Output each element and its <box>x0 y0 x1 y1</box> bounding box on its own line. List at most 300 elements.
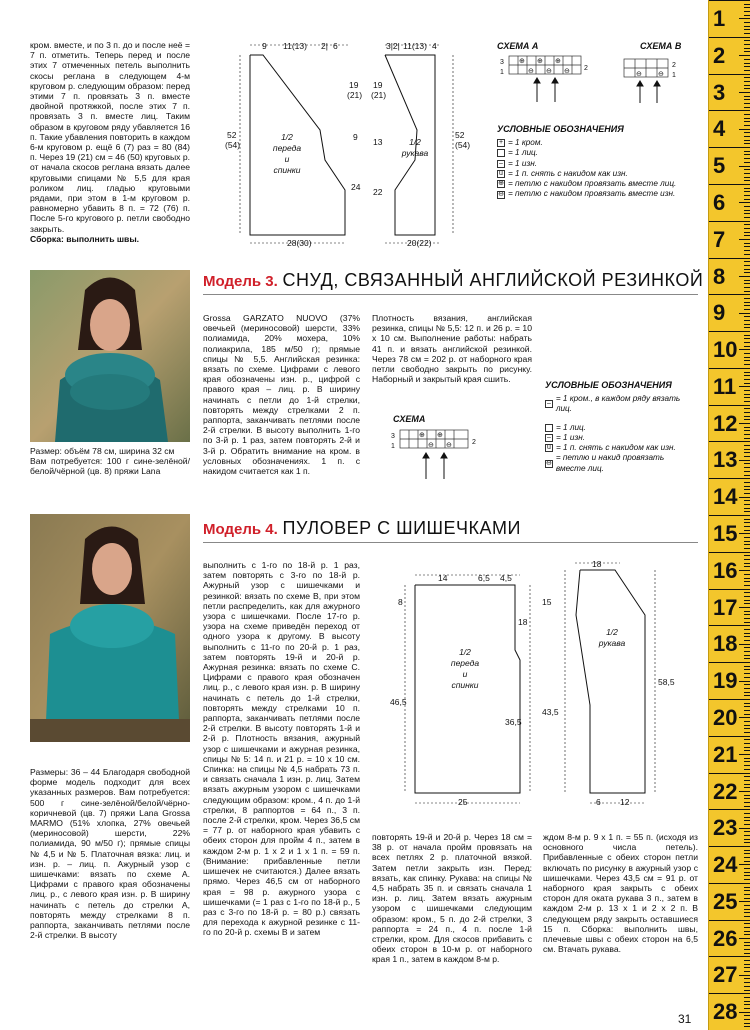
ruler-tick <box>744 324 750 325</box>
ruler-number: 5 <box>713 153 726 179</box>
ruler-tick <box>744 923 750 924</box>
knit-stitch-icon <box>545 424 553 432</box>
ruler-tick <box>744 611 750 612</box>
ruler-number: 12 <box>713 410 738 436</box>
model3-heading <box>203 270 703 292</box>
svg-text:и: и <box>284 154 290 164</box>
ruler-mark-8 <box>709 258 750 295</box>
ruler-tick <box>744 40 750 41</box>
ruler-tick <box>709 74 750 75</box>
ruler-tick <box>744 280 750 281</box>
ruler-number: 19 <box>713 668 738 694</box>
ruler-tick <box>744 688 750 689</box>
ruler-tick <box>744 70 750 71</box>
ruler-tick <box>744 953 750 954</box>
ruler-number: 24 <box>713 852 738 878</box>
ruler-tick <box>739 386 750 387</box>
ruler-tick <box>709 809 750 810</box>
svg-text:6,5: 6,5 <box>478 573 490 583</box>
knit-together-icon: ⊖ <box>546 459 552 467</box>
ruler-tick <box>739 497 750 498</box>
schema-b-row-1: 1 <box>672 72 676 79</box>
ruler-tick <box>709 699 750 700</box>
purl-together-icon: ⊖ <box>498 190 504 198</box>
svg-text:спинки: спинки <box>273 165 301 175</box>
schema-b-grid <box>622 55 692 107</box>
ruler-tick <box>744 77 750 78</box>
ruler-tick <box>744 945 750 946</box>
svg-text:36,5: 36,5 <box>505 717 522 727</box>
ruler-tick <box>709 993 750 994</box>
ruler-tick <box>744 960 750 961</box>
ruler-tick <box>744 213 750 214</box>
legend-top-title: УСЛОВНЫЕ ОБОЗНАЧЕНИЯ <box>497 124 624 134</box>
schema-a-grid <box>497 52 597 107</box>
svg-text:11(13): 11(13) <box>283 41 307 51</box>
ruler-mark-16 <box>709 552 750 589</box>
svg-text:24: 24 <box>351 182 361 192</box>
svg-text:1/2: 1/2 <box>281 132 293 142</box>
svg-text:переда: переда <box>272 143 302 153</box>
svg-text:(54): (54) <box>225 140 241 150</box>
purl-stitch-icon: – <box>545 434 553 442</box>
model4-title: ПУЛОВЕР С ШИШЕЧКАМИ <box>282 518 521 538</box>
ruler-tick <box>744 463 750 464</box>
ruler-tick <box>744 658 750 659</box>
ruler-tick <box>744 206 750 207</box>
ruler-tick <box>744 1023 750 1024</box>
ruler-mark-5 <box>709 147 750 184</box>
ruler-tick <box>744 574 750 575</box>
legend-item: ⊖ = петлю и накид провязать вместе лиц. <box>546 453 665 473</box>
legend-item: = 1 лиц. <box>545 423 695 433</box>
model4-mid-col: выполнить с 1-го по 18-й р. 1 раз, затем повторять с 3-го по 18-й р. Ажурный узор с шишечками и резинкой: вязать по схеме В, при этом петли распределить, как для ажурного узора с шишечками. После 17-го р. узора на схеме приведён переход от одного узора к другому. В высоту выполнить с 11-го по 20-й р. 1 раз, затем повторять 19-й и 20-й р. Ажурная резинка: вязать по схеме С. Цифрами с правого края обозначен лиц. р., с левого края изн. р. В ширину начинать с петель до 1-й стрелки, повторять между стрелками 10 п. раппорта, заканчивать петлями после 2-й стрелки. В высоту повторять 1-й и 2-й р. Плотность вязания, ажурный узор с шишечками и ажурная резинка, спицы № 5: 14 п. и 21 р. = 10 х 10 см. Спинка: на спицы № 4,5 набрать 73 п. и связать сначала 1 изн. р. лиц. Затем вязать ажурным узором с шишечками следующим образом: кром., 4 п. до 1-й стрелки, 8 раппортов = 64 п., 3 п. после 2-й стрелки, кром. Через 36,5 см = 77 р. от наборного края убавить с обеих сторон для пройм 4 п., затем в каждом 2-м р. 1 х 2 и 1 х 1 п. = 59 п. (Внимание: прибавленные петли шишечек не считаются.) Далее вязать прямо. Через 46,5 см от наборного края = 98 р. ажурного узора с шишечками (= 1 раз с 1-го по 18-й р., 5 раз с 3-го по 18-й р. = 80 р.) связать для перехода к ажурной резинке с 11-го по 20-й р. схемы В и затем <box>203 560 360 938</box>
ruler-tick <box>744 530 750 531</box>
ruler-tick <box>744 526 750 527</box>
svg-text:28(30): 28(30) <box>287 238 312 248</box>
ruler-mark-10 <box>709 331 750 368</box>
ruler-tick <box>744 692 750 693</box>
ruler-tick <box>744 795 750 796</box>
ruler-tick <box>744 879 750 880</box>
ruler-tick <box>744 942 750 943</box>
ruler-number: 7 <box>713 226 726 252</box>
ruler-tick <box>739 791 750 792</box>
ruler-tick <box>744 486 750 487</box>
ruler-tick <box>744 669 750 670</box>
ruler-tick <box>739 18 750 19</box>
svg-text:52: 52 <box>455 130 465 140</box>
ruler-tick <box>744 934 750 935</box>
ruler-tick <box>744 449 750 450</box>
ruler-tick <box>744 302 750 303</box>
ruler-mark-2 <box>709 37 750 74</box>
ruler-tick <box>744 173 750 174</box>
ruler-tick <box>744 254 750 255</box>
ruler-tick <box>744 585 750 586</box>
ruler-mark-22 <box>709 773 750 810</box>
svg-text:9: 9 <box>353 132 358 142</box>
ruler-mark-18 <box>709 625 750 662</box>
ruler-tick <box>744 452 750 453</box>
ruler-mark-3 <box>709 74 750 111</box>
ruler-tick <box>744 758 750 759</box>
schema-a-row-1: 1 <box>500 69 504 76</box>
model3-schema-row-1: 1 <box>391 443 395 450</box>
ruler-tick <box>744 894 750 895</box>
ruler-tick <box>744 780 750 781</box>
schema-a-row-3: 3 <box>500 59 504 66</box>
pattern-diagram-top <box>225 40 495 250</box>
svg-text:⊖: ⊖ <box>636 71 642 78</box>
ruler-tick <box>739 202 750 203</box>
ruler-tick <box>709 515 750 516</box>
svg-text:рукава: рукава <box>401 148 429 158</box>
ruler-tick <box>744 511 750 512</box>
ruler-mark-13 <box>709 441 750 478</box>
ruler-tick <box>744 121 750 122</box>
ruler-number: 16 <box>713 557 738 583</box>
ruler-tick <box>744 394 750 395</box>
legend-top <box>497 138 676 200</box>
ruler-tick <box>744 519 750 520</box>
ruler-number: 9 <box>713 300 726 326</box>
ruler-tick <box>744 250 750 251</box>
model3-schema-row-2: 2 <box>472 439 476 446</box>
ruler-tick <box>739 717 750 718</box>
ruler-tick <box>744 798 750 799</box>
ruler-tick <box>739 313 750 314</box>
svg-text:⊖: ⊖ <box>546 68 552 75</box>
svg-text:спинки: спинки <box>451 680 479 690</box>
ruler-tick <box>744 456 750 457</box>
ruler-tick <box>744 291 750 292</box>
ruler-number: 4 <box>713 116 726 142</box>
svg-text:⊖: ⊖ <box>446 442 452 449</box>
ruler-tick <box>744 107 750 108</box>
ruler-tick <box>744 427 750 428</box>
ruler-number: 23 <box>713 815 738 841</box>
ruler-tick <box>709 147 750 148</box>
ruler-mark-27 <box>709 956 750 993</box>
ruler-tick <box>744 875 750 876</box>
svg-text:6: 6 <box>596 797 601 807</box>
ruler-tick <box>739 975 750 976</box>
ruler-mark-19 <box>709 662 750 699</box>
ruler-tick <box>709 552 750 553</box>
ruler-tick <box>744 622 750 623</box>
ruler-tick <box>739 166 750 167</box>
ruler-tick <box>744 684 750 685</box>
ruler-tick <box>744 7 750 8</box>
ruler-tick <box>739 92 750 93</box>
ruler-tick <box>744 581 750 582</box>
ruler-tick <box>744 831 750 832</box>
ruler-tick <box>744 265 750 266</box>
top-text-assembly: Сборка: выполнить швы. <box>30 233 140 244</box>
ruler-tick <box>744 48 750 49</box>
slip-stitch-icon: u <box>497 170 505 178</box>
ruler-tick <box>744 806 750 807</box>
svg-text:3|2|: 3|2| <box>386 41 400 51</box>
ruler-tick <box>744 96 750 97</box>
ruler-tick <box>744 592 750 593</box>
model4-number: Модель 4. <box>203 521 278 538</box>
ruler-tick <box>744 912 750 913</box>
svg-text:⊖: ⊖ <box>428 442 434 449</box>
ruler-tick <box>744 861 750 862</box>
ruler-tick <box>744 360 750 361</box>
ruler-tick <box>739 681 750 682</box>
ruler-tick <box>744 905 750 906</box>
svg-text:⊕: ⊕ <box>537 58 543 65</box>
svg-text:58,5: 58,5 <box>658 677 675 687</box>
ruler-tick <box>709 773 750 774</box>
svg-text:6: 6 <box>333 41 338 51</box>
ruler-tick <box>709 920 750 921</box>
svg-text:переда: переда <box>450 658 480 668</box>
ruler-tick <box>744 489 750 490</box>
ruler-tick <box>744 66 750 67</box>
svg-text:4: 4 <box>432 41 437 51</box>
ruler-tick <box>744 522 750 523</box>
ruler-tick <box>744 703 750 704</box>
ruler-tick <box>744 261 750 262</box>
ruler-tick <box>744 541 750 542</box>
slip-stitch-icon: u <box>545 444 553 452</box>
ruler-tick <box>744 191 750 192</box>
legend-item: = 1 лиц. <box>497 148 676 158</box>
ruler-tick <box>709 662 750 663</box>
ruler-tick <box>744 210 750 211</box>
ruler-tick <box>744 118 750 119</box>
ruler-tick <box>709 221 750 222</box>
ruler-mark-11 <box>709 368 750 405</box>
ruler-number: 21 <box>713 741 738 767</box>
svg-text:18: 18 <box>518 617 528 627</box>
ruler-tick <box>744 784 750 785</box>
ruler-tick <box>744 949 750 950</box>
svg-text:и: и <box>462 669 468 679</box>
legend-item: – = 1 изн. <box>545 433 695 443</box>
ruler-tick <box>744 761 750 762</box>
ruler-tick <box>744 769 750 770</box>
legend-item: ⊕ = петлю с накидом провязать вместе лиц. <box>498 179 677 189</box>
ruler-tick <box>744 29 750 30</box>
ruler-tick <box>744 824 750 825</box>
model4-diagram <box>380 555 700 813</box>
ruler-tick <box>744 44 750 45</box>
model3-divider <box>203 294 698 295</box>
ruler-tick <box>744 81 750 82</box>
ruler-tick <box>744 283 750 284</box>
ruler-tick <box>744 677 750 678</box>
ruler-mark-25 <box>709 883 750 920</box>
ruler-tick <box>744 714 750 715</box>
ruler-tick <box>739 864 750 865</box>
svg-text:15: 15 <box>542 597 552 607</box>
ruler-tick <box>744 33 750 34</box>
ruler-tick <box>709 258 750 259</box>
ruler-tick <box>744 651 750 652</box>
ruler-number: 28 <box>713 999 738 1025</box>
ruler-tick <box>739 460 750 461</box>
ruler-number: 22 <box>713 778 738 804</box>
svg-text:2|: 2| <box>321 41 328 51</box>
ruler-tick <box>744 305 750 306</box>
ruler-tick <box>744 416 750 417</box>
ruler-tick <box>744 298 750 299</box>
ruler-tick <box>739 423 750 424</box>
ruler-tick <box>744 246 750 247</box>
ruler-tick <box>744 1001 750 1002</box>
model4-heading <box>203 518 521 540</box>
ruler-tick <box>744 445 750 446</box>
ruler-tick <box>744 776 750 777</box>
legend-item: ⊖ = петлю с накидом провязать вместе изн. <box>498 189 676 199</box>
legend-item: – = 1 кром., в каждом ряду вязать лиц. <box>546 394 681 414</box>
ruler-tick <box>744 787 750 788</box>
ruler-tick <box>744 868 750 869</box>
ruler-tick <box>744 199 750 200</box>
ruler-tick <box>744 817 750 818</box>
model4-col3: повторять 19-й и 20-й р. Через 18 см = 38 р. от начала пройм провязать на всех петлях 2 р. платочной вязкой. Затем петли закрыть изн. Перед: вязать, как спинку. Рукава: на спицы № 4,5 набрать 35 п. и связать сначала 1 изн. р. лиц. Затем вязать ажурным узором с шишечками следующим образом: кром., 5 п. до 2-й стрелки, 3 раппорта = 24 п., 4 п. после 1-й стрелки, кром. Для скосов прибавить с обеих сторон в 10-м р. от наборного края 1 п., затем в каждом 8-м р. <box>372 832 532 965</box>
svg-text:(21): (21) <box>371 90 387 100</box>
ruler-tick <box>744 750 750 751</box>
ruler-tick <box>744 765 750 766</box>
ruler-tick <box>709 405 750 406</box>
ruler-tick <box>744 725 750 726</box>
ruler-tick <box>744 272 750 273</box>
ruler-tick <box>744 1015 750 1016</box>
model3-photo <box>30 270 190 442</box>
ruler-tick <box>744 872 750 873</box>
legend-item: + = 1 кром. <box>498 138 543 147</box>
svg-text:19: 19 <box>349 80 359 90</box>
svg-text:1/2: 1/2 <box>409 137 421 147</box>
ruler-mark-26 <box>709 920 750 957</box>
svg-text:20(22): 20(22) <box>407 238 432 248</box>
schema-a-row-2: 2 <box>584 65 588 72</box>
ruler-tick <box>744 1004 750 1005</box>
ruler-mark-4 <box>709 110 750 147</box>
ruler-tick <box>744 548 750 549</box>
model3-title: СНУД, СВЯЗАННЫЙ АНГЛИЙСКОЙ РЕЗИНКОЙ <box>282 270 704 290</box>
svg-text:1/2: 1/2 <box>459 647 471 657</box>
ruler-tick <box>744 353 750 354</box>
svg-text:⊕: ⊕ <box>437 432 443 439</box>
ruler-tick <box>709 37 750 38</box>
ruler-tick <box>709 478 750 479</box>
ruler-tick <box>744 732 750 733</box>
ruler-tick <box>744 390 750 391</box>
ruler-tick <box>744 555 750 556</box>
ruler-tick <box>709 0 750 1</box>
ruler-tick <box>744 364 750 365</box>
ruler-tick <box>709 736 750 737</box>
ruler-tick <box>744 493 750 494</box>
ruler-mark-9 <box>709 294 750 331</box>
ruler-tick <box>744 408 750 409</box>
ruler-tick <box>744 566 750 567</box>
ruler-tick <box>744 397 750 398</box>
ruler-tick <box>744 372 750 373</box>
ruler-tick <box>744 434 750 435</box>
ruler-tick <box>744 820 750 821</box>
ruler-mark-7 <box>709 221 750 258</box>
model4-left-col: Размеры: 36 – 44 Благодаря свободной форме модель подходит для всех указанных размеров. Вам потребуется: 500 г сине-зелёной/белой/чёрно-коричневой (цв. 7) пряжи Lana Grossa MARMO (51% хлопка, 27% овечьей (мериносовой) шерсти, 22% полиамида, 90 м/50 г); прямые спицы № 4,5 и № 5. Платочная вязка: лиц. и изн. р. – лиц. п. Ажурный узор с шишечками: вязать по схеме А. Цифрами с правого края обозначены лиц. р., с левого края изн. р. В ширину начинать с петель до стрелки А, повторять между стрелками 8 п. раппорта, заканчивать петлями после 2-й стрелки. В высоту <box>30 767 190 941</box>
ruler-tick <box>744 438 750 439</box>
ruler-tick <box>744 927 750 928</box>
ruler-number: 1 <box>713 6 726 31</box>
ruler-tick <box>739 239 750 240</box>
ruler-tick <box>744 909 750 910</box>
model3-size-text: Размер: объём 78 см, ширина 32 см <box>30 446 175 456</box>
ruler-tick <box>744 235 750 236</box>
ruler-mark-21 <box>709 736 750 773</box>
ruler-number: 17 <box>713 594 738 620</box>
ruler-tick <box>744 269 750 270</box>
ruler-tick <box>744 640 750 641</box>
ruler-tick <box>744 853 750 854</box>
legend-item: u = 1 п. снять с накидом как изн. <box>545 443 695 453</box>
ruler-tick <box>744 1026 750 1027</box>
ruler-tick <box>744 482 750 483</box>
ruler-tick <box>744 835 750 836</box>
ruler-number: 11 <box>713 373 737 399</box>
model4-col4: ждом 8-м р. 9 х 1 п. = 55 п. (исходя из основного числа петель). Прибавленные с обеих сторон петли включать по рисунку в ажурный узор с шишечками. Через 43,5 см = 91 р. от наборного края закрыть с обеих сторон для оката рукава 3 п., затем в каждом 2-м р. 13 х 1 и 2 х 2 п. В следующем ряду закрыть оставшиеся 15 п. Сборка: выполнить швы, плечевые швы с обеих сторон на 6,5 см. Втачать рукава. <box>543 832 698 955</box>
ruler-number: 26 <box>713 925 738 951</box>
ruler-tick <box>739 570 750 571</box>
ruler-tick <box>744 633 750 634</box>
model3-schema-grid <box>388 424 498 482</box>
svg-text:43,5: 43,5 <box>542 707 559 717</box>
ruler-tick <box>744 136 750 137</box>
ruler-tick <box>739 754 750 755</box>
svg-text:19: 19 <box>373 80 383 90</box>
ruler-tick <box>739 901 750 902</box>
ruler-tick <box>744 596 750 597</box>
ruler-tick <box>744 158 750 159</box>
measuring-tape <box>708 0 750 1030</box>
ruler-tick <box>744 931 750 932</box>
ruler-number: 20 <box>713 704 738 730</box>
ruler-tick <box>744 162 750 163</box>
ruler-tick <box>744 739 750 740</box>
ruler-tick <box>744 839 750 840</box>
ruler-tick <box>744 232 750 233</box>
ruler-tick <box>744 990 750 991</box>
ruler-tick <box>744 88 750 89</box>
ruler-tick <box>744 728 750 729</box>
ruler-tick <box>744 180 750 181</box>
ruler-tick <box>744 85 750 86</box>
edge-stitch-icon: + <box>498 139 504 147</box>
svg-text:8: 8 <box>398 597 403 607</box>
ruler-tick <box>744 26 750 27</box>
ruler-tick <box>744 471 750 472</box>
purl-stitch-icon: – <box>497 160 505 168</box>
ruler-tick <box>709 589 750 590</box>
ruler-tick <box>709 441 750 442</box>
top-text-paragraph: кром. вместе, и по 3 п. до и после неё = 7 п. отметить. Теперь перед и после этих 7 отмеченных петель выполнить скосы реглана в следующем 4-м круговом р. следующим образом: перед этими 7 п. провязать 3 п. вместе двойной протяжкой, после этих 7 п. провязать 3 п. вместе лиц. Таким образом в круговом ряду убавляется 16 п. Такие убавления повторить в каждом 6-м круговом р. ещё 6 (7) раз = 80 (84) п. Через 19 (21) см = 46 (50) круговых р. от начала скосов реглана вязать далее круговыми спицами № 5,5 для края роликом лиц. гладью круговыми рядами, при этом в 1-м круговом р. равномерно убавить 8 п. = 72 (76) п. После 5-го кругового р. петли свободно закрыть. <box>30 40 190 234</box>
ruler-tick <box>744 647 750 648</box>
ruler-tick <box>744 842 750 843</box>
ruler-tick <box>709 368 750 369</box>
ruler-tick <box>744 559 750 560</box>
page-number: 31 <box>678 1012 692 1026</box>
ruler-tick <box>744 813 750 814</box>
